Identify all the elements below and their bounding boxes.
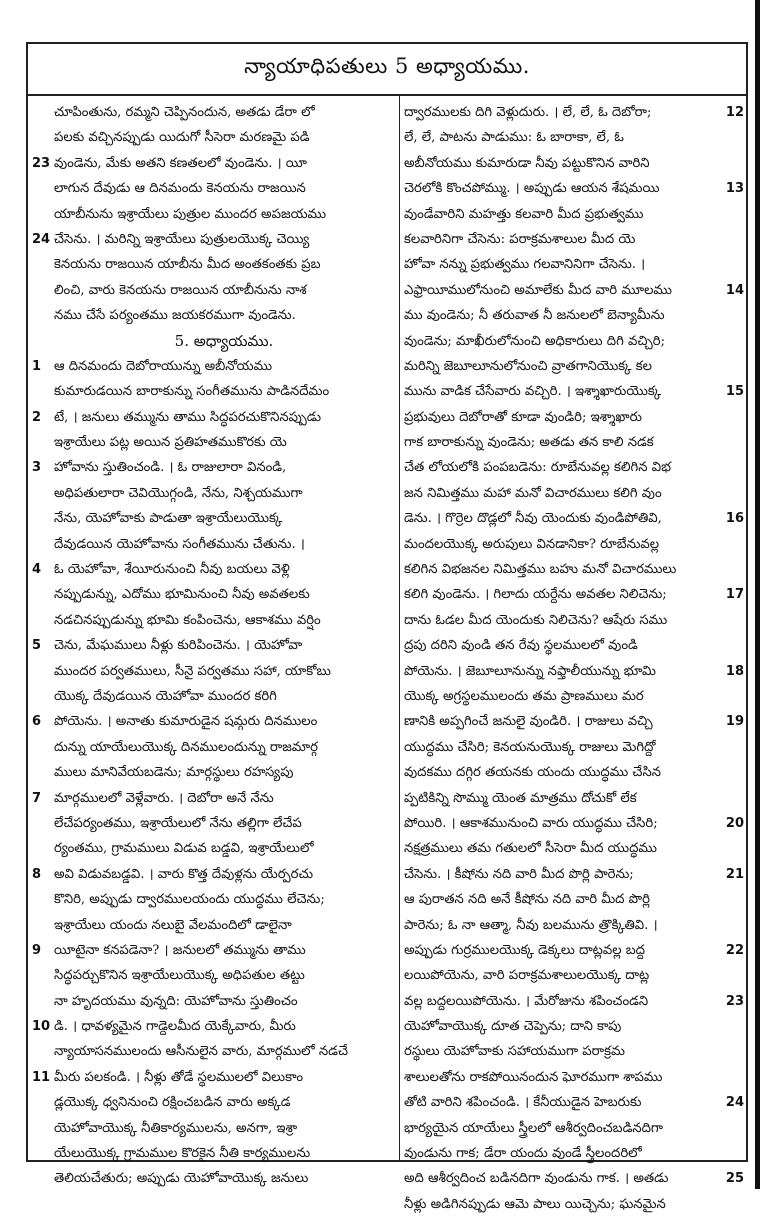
- line-text: దేవుడయిన యెహోవాను సంగీతమును చేతును. ।: [54, 536, 305, 552]
- text-line: [404, 227, 744, 252]
- line-text: చేసెను. । మరిన్ని ఇశ్రాయేలు పుత్రులయొక్క చెయ్యి: [54, 231, 310, 247]
- line-text: వుండెను, మేకు అతని కణతలలో వుండెను. । యీ: [54, 155, 308, 171]
- line-text: నక్షత్రములు తమ గతులలో సీసెరా మీద యుద్ధము: [404, 841, 657, 857]
- page-edge-gap: [752, 0, 755, 1189]
- line-text: చూపింతును, రమ్మని చెప్పినందున, అతడు డేరా లో: [54, 105, 315, 120]
- page-frame: [26, 42, 748, 1212]
- line-text: నప్పుడున్ను, ఎదోము భూమినుంచి నీవు అవతలకు: [54, 587, 310, 603]
- verse-number: 4: [32, 562, 42, 578]
- line-text: నా హృదయము వున్నది: యెహోవాను స్తుతించం: [54, 993, 298, 1009]
- verse-number: 9: [32, 942, 42, 958]
- line-text: న్యాయాసనములందు ఆసీనులైన వారు, మార్గములో నడచే: [54, 1044, 348, 1060]
- text-line: [404, 1065, 744, 1090]
- line-text: అప్పుడు గుర్రములయొక్క డెక్కలు దాట్లవల్ల బద్ద: [404, 942, 645, 958]
- line-text: వుండును గాక; డేరా యందు వుండే స్త్రీలందరిలో: [404, 1146, 642, 1162]
- text-line: [32, 252, 394, 277]
- line-text: చెరలోకి కొంచపోమ్ము. । అప్పుడు ఆయన శేషమయి: [404, 181, 660, 197]
- text-line: [32, 760, 394, 785]
- line-text: అబీనోయము కుమారుడా నీవు పట్టుకొనిన వారిని: [404, 155, 650, 171]
- line-text: లే, లే, పాటను పాడుము: ఓ బారాకా, లే, ఓ: [404, 130, 624, 146]
- verse-number: 18: [725, 663, 744, 679]
- text-line: [404, 1116, 744, 1141]
- line-text: దాను ఓడల మీద యెందుకు నిలిచెను? ఆషేరు సము: [404, 612, 668, 628]
- text-line: [404, 836, 744, 861]
- text-line: [32, 329, 394, 354]
- text-line: [32, 100, 394, 125]
- line-text: మందలయొక్క అరుపులు వినడానికా? రూబేనువల్ల: [404, 536, 660, 552]
- text-line: [404, 557, 744, 582]
- text-line: [404, 633, 744, 658]
- line-text: లయిపోయెను, వారి పరాక్రమశాలులయొక్క దాట్ల: [404, 968, 650, 984]
- verse-number: 16: [725, 511, 744, 527]
- text-line: [32, 430, 394, 455]
- line-text: లాగున దేవుడు ఆ దినమందు కెనయను రాజయిన: [54, 181, 306, 197]
- line-text: పోయిరి. । ఆకాశమునుంచి వారు యుద్ధము చేసిరి;: [404, 815, 658, 831]
- line-text: ద్రపు దరిని వుండి తన రేవు స్థలములలో వుండి: [404, 638, 638, 654]
- line-text: యొక్క అగ్రస్థలములందు తమ ప్రాణములు మర: [404, 688, 644, 704]
- line-text: యుద్ధము చేసిరి; కెనయనుయొక్క రాజులు మెగిద్దో: [404, 739, 656, 755]
- verse-number: 2: [32, 409, 42, 425]
- line-text: చెను, మేఘములు నీళ్లు కురిపించెను. । యెహోవా: [54, 638, 303, 654]
- text-line: [404, 151, 744, 176]
- text-line: [32, 582, 394, 607]
- verse-number: 24: [725, 1095, 744, 1111]
- line-text: నడచినప్పుడున్ను భూమి కంపించెను, ఆకాశము వర్షిం: [54, 612, 321, 628]
- line-text: డ్లయొక్క ధ్వనినుంచి రక్షించబడిన వారు అక్కడ: [54, 1095, 291, 1111]
- text-line: [404, 354, 744, 379]
- text-line: [404, 659, 744, 684]
- verse-number: 8: [32, 866, 42, 882]
- line-text: డెను. । గొర్రెల దొడ్లలో నీవు యెందుకు వుండిపోతివి,: [404, 511, 662, 527]
- text-line: [32, 303, 394, 328]
- column-divider: [399, 94, 400, 1160]
- text-line: [32, 354, 394, 379]
- text-line: [32, 557, 394, 582]
- text-line: [32, 202, 394, 227]
- text-line: [32, 836, 394, 861]
- line-text: హోవా నన్ను ప్రభుత్వము గలవానినిగా చేసెను. ।: [404, 257, 646, 273]
- line-text: యాబీనును ఇశ్రాయేలు పుత్రుల ముందర అపజయము: [54, 206, 327, 222]
- text-line: [404, 760, 744, 785]
- verse-number: 12: [725, 105, 744, 120]
- line-text: నీళ్లు అడిగినప్పుడు ఆమె పాలు యిచ్చెను; ఘనమైన: [404, 1196, 666, 1212]
- line-text: ఎఫ్రాయీములోనుంచి అమాలేకు మీద వారి మూలము: [404, 282, 672, 298]
- text-line: [32, 963, 394, 988]
- text-line: [404, 1192, 744, 1217]
- text-line: [32, 887, 394, 912]
- line-text: మీరు పలకండి. । నీళ్లు తోడే స్థలములలో విలుకాం: [54, 1069, 304, 1085]
- text-line: [404, 202, 744, 227]
- line-text: ఓ యెహోవా, శేయీరునుంచి నీవు బయలు వెళ్లి: [54, 562, 290, 578]
- verse-number: 24: [32, 231, 51, 247]
- line-text: జన నిమిత్తము మహా మనో విచారములు కలిగి వుం: [404, 485, 662, 501]
- line-text: తోటి వారిని శపించండి. । కేనీయుడైన హెబరుకు: [404, 1095, 642, 1111]
- line-text: నము చేసే పర్యంతము జయకరముగా వుండెను.: [54, 308, 296, 324]
- line-text: తెలియచేతురు; అప్పుడు యెహోవాయొక్క జనులు: [54, 1171, 309, 1187]
- text-line: [32, 405, 394, 430]
- text-line: [32, 735, 394, 760]
- line-text: కొనిరి, అప్పుడు ద్వారములయందు యుద్ధము లేచెను;: [54, 892, 325, 908]
- text-line: [32, 506, 394, 531]
- line-text: ముందర పర్వతములు, సీనై పర్వతము సహా, యాకోబు: [54, 663, 331, 679]
- verse-number: 1: [32, 358, 42, 374]
- line-text: కుమారుడయిన బారాకున్ను సంగీతమును పాడినదేమం: [54, 384, 330, 400]
- line-text: ణానికి అప్పగించే జనులై వుండిరి. । రాజులు వచ్చి: [404, 714, 653, 730]
- line-text: ద్వారములకు దిగి వెళ్లుదురు. । లే, లే, ఓ దెబోరా;: [404, 105, 652, 120]
- text-line: [32, 1090, 394, 1115]
- text-line: [404, 329, 744, 354]
- text-line: [32, 455, 394, 480]
- text-line: [32, 862, 394, 887]
- line-text: పలకు వచ్చినప్పుడు యిదుగో సీసెరా మరణమై పడి: [54, 130, 310, 146]
- line-text: ము వుండెను; నీ తరువాత నీ జనులలో బెన్యామీను: [404, 308, 665, 324]
- line-text: అవి విడువబడ్డవి. । వారు కొత్త దేవుళ్లను యేర్పరచు: [54, 866, 314, 882]
- line-text: కెనయను రాజయిన యాబీను మీద అంతకంతకు ప్రబ: [54, 257, 321, 273]
- line-text: మును వాడిక చేసేవారు వచ్చిరి. । ఇశ్శాఖారుయొక్క: [404, 384, 662, 400]
- text-line: [404, 862, 744, 887]
- verse-number: 17: [725, 587, 744, 603]
- verse-number: 15: [725, 384, 744, 400]
- right-column: [404, 100, 744, 1217]
- text-line: [32, 989, 394, 1014]
- text-line: [404, 405, 744, 430]
- text-line: [32, 176, 394, 201]
- text-line: [404, 1090, 744, 1115]
- line-text: ఆ పురాతన నది అనే కీషోను నది వారి మీద పొర్లి: [404, 892, 650, 908]
- line-text: మార్గములలో వెళ్లేవారు. । దెబోరా అనే నేను: [54, 790, 274, 806]
- verse-number: 19: [725, 714, 744, 730]
- text-line: [32, 1014, 394, 1039]
- line-text: కలవారినిగా చేసెను: పరాక్రమశాలుల మీద యె: [404, 231, 636, 247]
- line-text: అధిపతులారా చెవియొగ్గండి, నేను, నిశ్చయముగా: [54, 485, 303, 501]
- text-line: [404, 1141, 744, 1166]
- line-text: హోవాను స్తుతించండి. । ఓ రాజులారా వినండి,: [54, 460, 287, 476]
- verse-number: 25: [725, 1171, 744, 1187]
- text-line: [404, 455, 744, 480]
- line-text: సిద్ధపర్చుకొనిన ఇశ్రాయేలుయొక్క అధిపతుల తట్టు: [54, 968, 305, 984]
- line-text: యెహోవాయొక్క దూత చెప్పెను; దాని కాపు: [404, 1019, 622, 1035]
- text-line: [32, 709, 394, 734]
- line-text: లించి, వారు కెనయను రాజయిన యాబీనును నాశ: [54, 282, 307, 298]
- text-line: [404, 582, 744, 607]
- text-line: [404, 176, 744, 201]
- text-line: [404, 913, 744, 938]
- text-line: [32, 684, 394, 709]
- text-line: [404, 1166, 744, 1191]
- line-text: చేత లోయలోకి పంపబడెను: రూబేనువల్ల కలిగిన విభ: [404, 460, 671, 476]
- text-line: [32, 633, 394, 658]
- text-line: [32, 938, 394, 963]
- line-text: గాక బారాకున్ను వుండెను; అతడు తన కాలి నడక: [404, 435, 654, 451]
- verse-number: 6: [32, 714, 42, 730]
- text-line: [404, 100, 744, 125]
- text-line: [404, 786, 744, 811]
- line-text: లేచేపర్యంతము, ఇశ్రాయేలులో నేను తల్లిగా లేచేప: [54, 815, 302, 831]
- text-line: [404, 709, 744, 734]
- line-text: యొక్క దేవుడయిన యెహోవా ముందర కరిగి: [54, 688, 277, 704]
- verse-number: 22: [725, 942, 744, 958]
- line-text: పోయెను. । జెబూలూనున్ను నఫ్తాలీయున్ను భూమి: [404, 663, 656, 679]
- text-line: [404, 252, 744, 277]
- line-text: వుండేవారిని మహత్తు కలవారి మీద ప్రభుత్వము: [404, 206, 644, 222]
- text-line: [404, 963, 744, 988]
- text-line: [404, 1039, 744, 1064]
- line-text: శాలులతోను రాకపోయినందున ఘోరముగా శాపము: [404, 1069, 663, 1085]
- text-line: [32, 1039, 394, 1064]
- page-title: న్యాయాధిపతులు 5 అధ్యాయము.: [28, 44, 746, 96]
- text-line: [404, 938, 744, 963]
- text-line: [32, 379, 394, 404]
- verse-number: 21: [725, 866, 744, 882]
- text-line: [32, 227, 394, 252]
- text-line: [404, 125, 744, 150]
- text-line: [404, 379, 744, 404]
- line-text: ప్పటికిన్ని సొమ్ము యెంత మాత్రము దోచుకో లేక: [404, 790, 637, 806]
- text-line: [404, 735, 744, 760]
- verse-number: 7: [32, 790, 42, 806]
- line-text: యీటైనా కనపడెనా? । జనులలో తమ్మును తాము: [54, 942, 306, 958]
- verse-number: 10: [32, 1019, 51, 1035]
- text-line: [32, 1166, 394, 1191]
- text-line: [404, 684, 744, 709]
- line-text: చేసెను. । కీషోను నది వారి మీద పొర్లి పారెను;: [404, 866, 634, 882]
- text-line: [404, 989, 744, 1014]
- text-line: [404, 1014, 744, 1039]
- line-text: కలిగిన విభజనల నిమిత్తము బహు మనో విచారములు: [404, 562, 677, 578]
- line-text: ర్యంతము, గ్రామములు విడువ బడ్డవి, ఇశ్రాయేలులో: [54, 841, 314, 857]
- verse-number: 11: [32, 1069, 51, 1085]
- line-text: రస్థులు యెహోవాకు సహాయముగా పరాక్రమ: [404, 1044, 625, 1060]
- line-text: టే, । జనులు తమ్మును తాము సిద్ధపరచుకొనినప్పుడు: [54, 409, 322, 425]
- text-line: [32, 532, 394, 557]
- text-line: [404, 481, 744, 506]
- text-line: [404, 887, 744, 912]
- line-text: నేను, యెహోవాకు పాడుతా ఇశ్రాయేలుయొక్క: [54, 511, 283, 527]
- text-line: [32, 1116, 394, 1141]
- line-text: అది ఆశీర్వదించ బడినదిగా వుండును గాక. । అతడు: [404, 1171, 669, 1187]
- verse-number: 13: [725, 181, 744, 197]
- line-text: ఆ దినమందు దెబోరాయున్ను అబీనోయము: [54, 358, 273, 374]
- line-text: దున్ను యాయేలుయొక్క దినములందున్ను రాజమార్గ: [54, 739, 318, 755]
- line-text: వల్ల బద్దలయిపోయెను. । మేరోజును శపించండని: [404, 993, 649, 1009]
- text-line: [32, 786, 394, 811]
- line-text: ఇశ్రాయేలు పట్ల అయిన ప్రతిహతముకొరకు యె: [54, 435, 287, 451]
- text-line: [32, 481, 394, 506]
- line-text: వుండెను; మాఖీరులోనుంచి అధికారులు దిగి వచ్చిరి;: [404, 333, 666, 349]
- line-text: పోయెను. । అనాతు కుమారుడైన షమ్గరు దినములం: [54, 714, 318, 730]
- text-line: [404, 608, 744, 633]
- verse-number: 5: [32, 638, 42, 654]
- line-text: ప్రభువులు దెబోరాతో కూడా వుండిరి; ఇశ్శాఖారు: [404, 409, 642, 425]
- text-line: [32, 1141, 394, 1166]
- text-line: [32, 151, 394, 176]
- text-line: [404, 811, 744, 836]
- line-text: భార్యయైన యాయేలు స్త్రీలలో ఆశీర్వదించబడినదిగా: [404, 1120, 664, 1136]
- verse-number: 20: [725, 815, 744, 831]
- text-line: [32, 913, 394, 938]
- left-column: [32, 100, 394, 1192]
- line-text: 5. అధ్యాయము.: [174, 331, 274, 350]
- text-line: [32, 125, 394, 150]
- line-text: పారెను; ఓ నా ఆత్మా, నీవు బలమును త్రొక్కితివి. ।: [404, 917, 658, 933]
- line-text: యేలుయొక్క గ్రామముల కొరకైన నీతి కార్యములను: [54, 1146, 311, 1162]
- verse-number: 3: [32, 460, 42, 476]
- text-line: [404, 506, 744, 531]
- text-line: [32, 1065, 394, 1090]
- text-line: [404, 303, 744, 328]
- line-text: ఇశ్రాయేలు యందు నలుబై వేలమందిలో డాలైనా: [54, 917, 292, 933]
- verse-number: 23: [725, 993, 744, 1009]
- verse-number: 14: [725, 282, 744, 298]
- line-text: వుదకము దగ్గిర తయనకు యందు యుద్ధము చేసిన: [404, 765, 661, 781]
- line-text: మరిన్ని జెబూలూనులోనుంచి వ్రాతగానియొక్క కల: [404, 358, 652, 374]
- text-line: [404, 532, 744, 557]
- text-line: [404, 430, 744, 455]
- line-text: యెహోవాయొక్క నీతికార్యములను, అనగా, ఇశ్రా: [54, 1120, 298, 1136]
- text-line: [32, 278, 394, 303]
- text-line: [32, 811, 394, 836]
- verse-number: 23: [32, 155, 51, 171]
- text-line: [32, 608, 394, 633]
- line-text: ములు మానివేయబడెను; మార్గస్థులు రహస్యపు: [54, 765, 294, 781]
- line-text: కలిగి వుండెను. । గిలాదు యర్దేను అవతల నిలిచెను;: [404, 587, 667, 603]
- text-line: [404, 278, 744, 303]
- line-text: డి. । ధావళ్యమైన గాడ్దెలమీద యెక్కేవారు, మీరు: [54, 1019, 296, 1035]
- text-line: [32, 659, 394, 684]
